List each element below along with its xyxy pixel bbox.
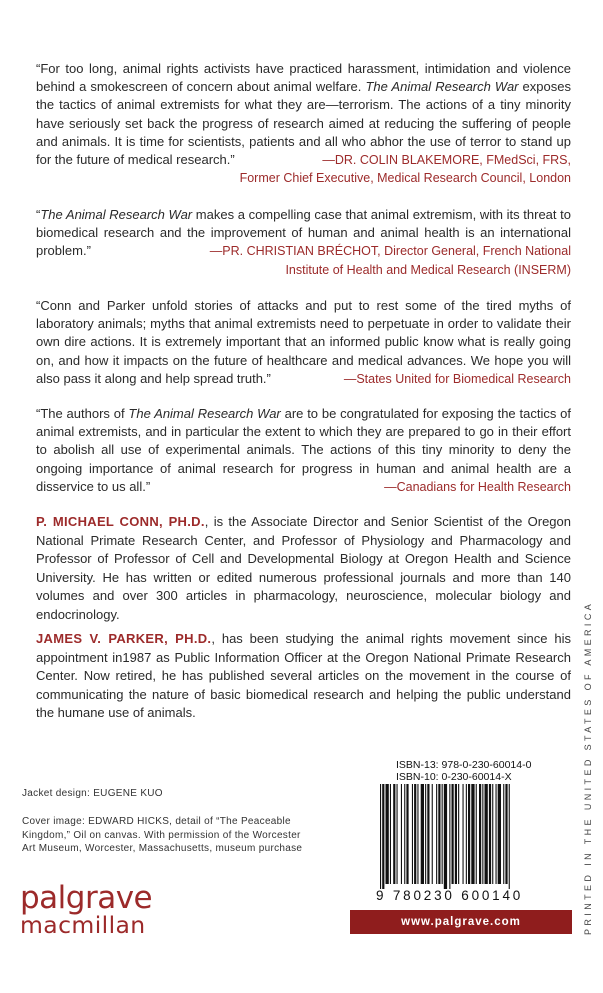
barcode-bar [425, 784, 426, 884]
barcode-bar [466, 784, 467, 884]
barcode-bar [489, 784, 491, 884]
barcode-bar [496, 784, 497, 884]
quote-text: makes a compelling case that animal extremism, with its threat to biomedical research and the improvement of human and animal health is an international problem.” [36, 207, 571, 259]
barcode-bar [401, 784, 402, 884]
cover-credit-line: Cover image: EDWARD HICKS, detail of “The Peaceable [22, 816, 291, 827]
quote-chr [36, 405, 571, 496]
cover-image-credit [22, 815, 302, 856]
website-banner: www.palgrave.com [350, 910, 572, 934]
author-name: JAMES V. PARKER, PH.D. [36, 631, 212, 646]
barcode-bar [485, 784, 488, 884]
quote-sufbr [36, 297, 571, 388]
quote-text: “Conn and Parker unfold stories of attacks and put to rest some of the tired myths of laboratory animals; myths that animal extremists need to perpetuate in order to validate their own dire actions. It is extremely important that an informed public know what is really going on, and how it impacts on the future of healthcare and medical advances. We hope you will also pass it along and help spread truth.” [36, 298, 571, 386]
isbn-13: ISBN-13: 978-0-230-60014-0 [396, 759, 532, 771]
barcode-bar [503, 784, 504, 884]
barcode-bar [455, 784, 457, 884]
printed-in-text: PRINTED IN THE UNITED STATES OF AMERICA [583, 600, 593, 935]
book-title: The Animal Research War [40, 207, 193, 222]
barcode-bar [452, 784, 454, 884]
barcode-bar [463, 784, 464, 884]
barcode-bar [404, 784, 405, 884]
author-bio-text: , is the Associate Director and Senior Scientist of the Oregon National Primate Research Center, and Professor of Physiology and Pharmacology and Professor of Professor of Cell and Developmental Biology at Oregon Health and Science University. He has written or edited numerous professional journals and more than 140 volumes and over 300 articles in pharmacology, neuroscience, molecular biology and endocrinology. [36, 514, 572, 622]
quote-text: exposes the tactics of animal extremists for what they are—terrorism. The actions of a tiny minority have seriously set back the progress of research aimed at reducing the suffering of people and animals. It is time for scientists, patients and all who abhor the use of terror to stand up for the future of medical research.” [36, 79, 571, 168]
barcode-bar [458, 784, 459, 884]
barcode-number: 9 780230 600140 [376, 888, 524, 903]
barcode-bar [442, 784, 443, 884]
barcode-bar [393, 784, 395, 884]
quote-attribution-affiliation: Former Chief Executive, Medical Research Council, London [239, 171, 571, 186]
barcode-bar [397, 784, 398, 884]
publisher-logo-line1: palgrave [20, 880, 153, 916]
publisher-logo-line2: macmillan [20, 911, 146, 939]
barcode-bar [412, 784, 413, 884]
barcode-bar [386, 784, 389, 884]
cover-credit-line: Kingdom,” Oil on canvas. With permission of the Worcester [22, 829, 301, 841]
barcode-bar [421, 784, 424, 884]
barcode-bar [444, 784, 447, 889]
barcode-bar [509, 784, 510, 889]
barcode-bar [471, 784, 474, 884]
barcode-bar [390, 784, 391, 884]
barcode-bar [479, 784, 481, 884]
barcode-bar [492, 784, 493, 884]
barcode-bar [382, 784, 384, 889]
quote-brechot [36, 206, 571, 279]
author-bio-parker [36, 630, 571, 723]
barcode-bar [482, 784, 483, 884]
quote-text: “For too long, animal rights activists have practiced harassment, intimidation and violence behind a smokescreen of concern about animal welfare. [36, 61, 571, 95]
barcode-bar [498, 784, 501, 884]
quote-attribution-affiliation: Institute of Health and Medical Research (INSERM) [285, 262, 571, 277]
barcode-bar [449, 784, 450, 889]
barcode-bar [505, 784, 507, 884]
barcode-bar [380, 784, 381, 889]
barcode-bar [476, 784, 477, 884]
author-bio-conn [36, 513, 571, 624]
jacket-design-credit: Jacket design: EUGENE KUO [22, 788, 163, 799]
barcode-bar [417, 784, 418, 884]
barcode-bar [427, 784, 429, 884]
cover-credit-line: Art Museum, Worcester, Massachusetts, museum purchase [22, 843, 303, 854]
barcode-bar [432, 784, 433, 884]
quote-text: “The authors of [36, 406, 129, 421]
isbn-10: ISBN-10: 0-230-60014-X [396, 771, 512, 783]
author-name: P. MICHAEL CONN, PH.D. [36, 514, 205, 529]
quote-text: are to be congratulated for exposing the tactics of animal extremists, and in particular the extent to which they are prepared to go in their effort to abolish all use of experimental animals. The actions of this tiny minority to deny the ongoing importance of animal research for progress in human and animal health are a disservice to us all.” [36, 406, 571, 494]
quote-attribution: —States United for Biomedical Research [343, 371, 571, 386]
book-title: The Animal Research War [128, 406, 281, 421]
quote-text: “ [36, 207, 41, 222]
barcode-bar [468, 784, 470, 884]
barcode-bar [414, 784, 416, 884]
quote-attribution: —DR. COLIN BLAKEMORE, FMedSci, FRS, [322, 153, 571, 168]
quote-attribution: —Canadians for Health Research [384, 479, 571, 494]
barcode-bar [436, 784, 437, 884]
author-bio-text: , has been studying the animal rights movement since his appointment in1987 as Public Information Officer at the Oregon National Primate Research Center. Now retired, he has published several articles on the movement in the course of communicating the nature of basic biomedical research and helping the public understand the humane use of animals. [36, 631, 571, 720]
barcode-bar [406, 784, 408, 884]
quote-blakemore [36, 60, 571, 187]
quote-attribution: —PR. CHRISTIAN BRÉCHOT, Director General, French National [209, 244, 571, 259]
barcode-bar [438, 784, 440, 884]
book-title: The Animal Research War [365, 79, 519, 95]
